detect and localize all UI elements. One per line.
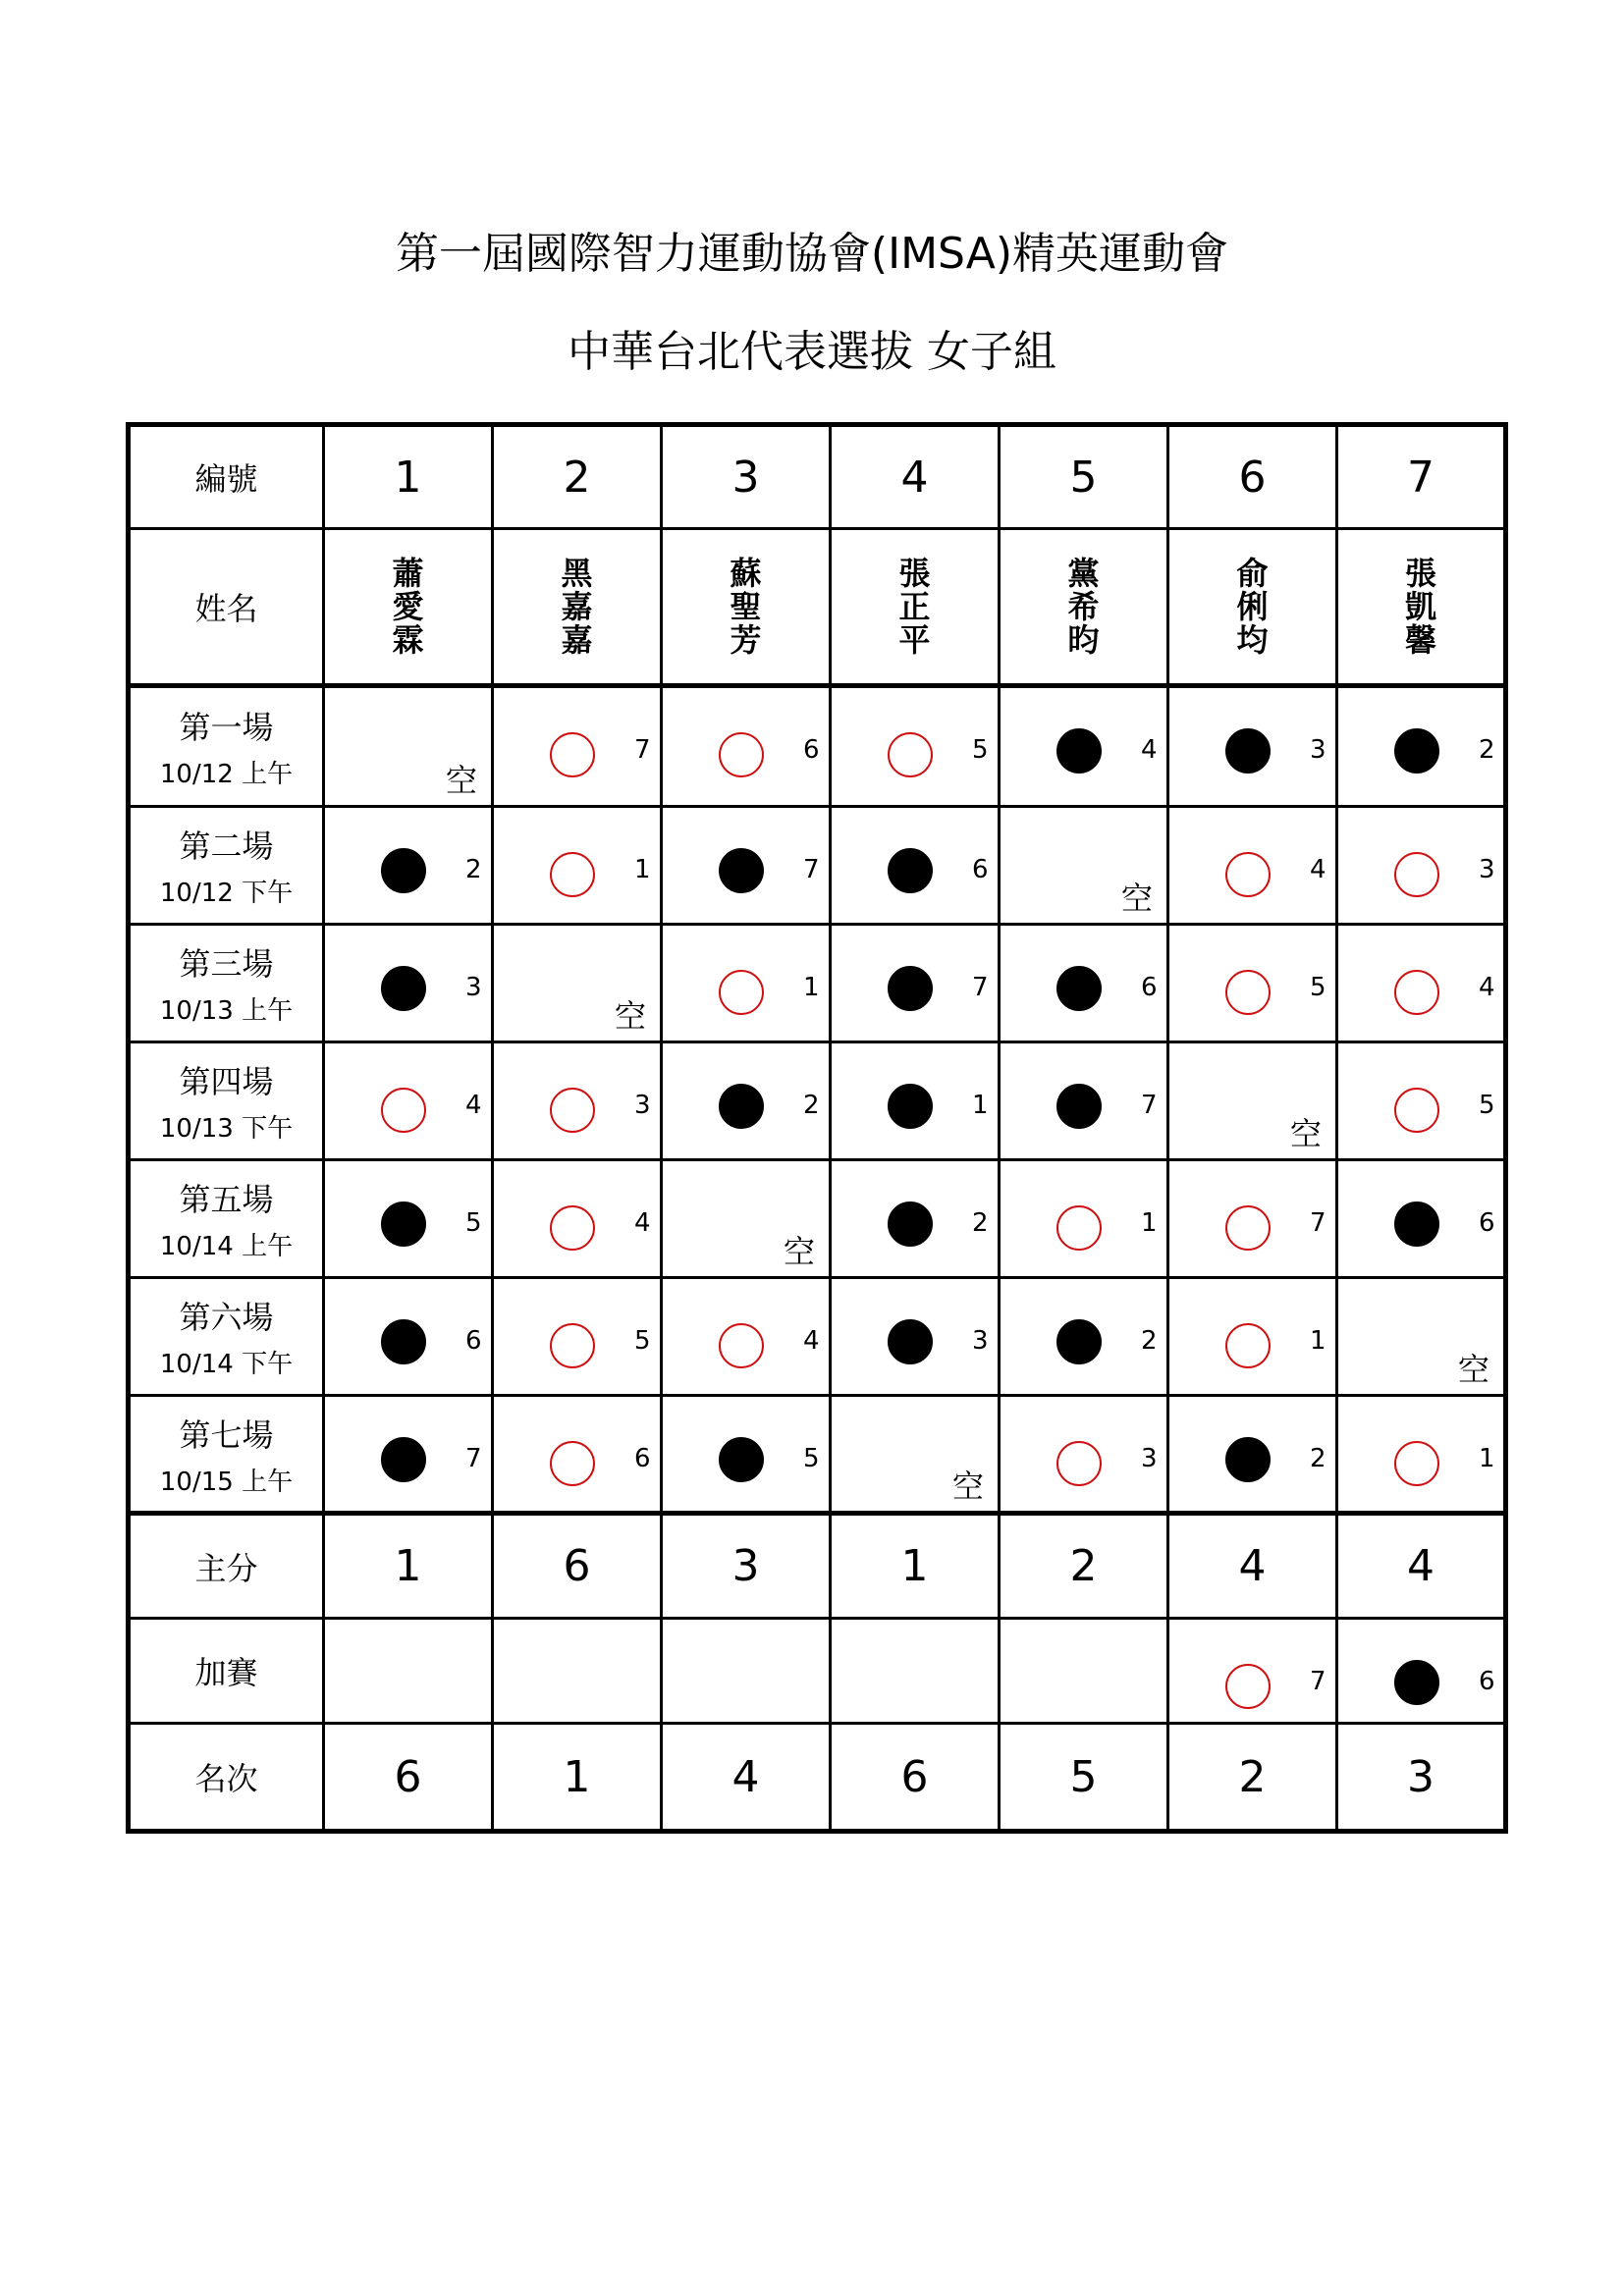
opponent-number: 6 xyxy=(1479,1667,1495,1696)
score-cell xyxy=(1000,1514,1168,1619)
playoff-label-cell xyxy=(129,1619,324,1724)
player-name-cell xyxy=(662,529,831,686)
opponent-number: 6 xyxy=(1141,973,1158,1002)
page-subtitle: 中華台北代表選拔 女子組 xyxy=(568,327,1056,377)
rank-value: 4 xyxy=(731,1751,760,1802)
rank-value: 6 xyxy=(394,1751,422,1802)
black-stone-icon xyxy=(1225,1437,1271,1482)
white-stone-icon xyxy=(1394,1441,1439,1486)
round-name: 第一場 xyxy=(179,709,274,746)
white-stone-icon xyxy=(719,1323,764,1368)
main-score: 1 xyxy=(900,1541,929,1591)
opponent-number: 7 xyxy=(972,973,989,1002)
player-name: 俞俐均 xyxy=(1236,555,1269,659)
white-stone-icon xyxy=(1394,970,1439,1015)
player-number-cell xyxy=(493,425,662,529)
main-score: 1 xyxy=(394,1541,422,1591)
round-row xyxy=(129,1396,1506,1514)
game-cell xyxy=(831,1042,1000,1160)
black-stone-icon xyxy=(888,1084,933,1129)
opponent-number: 4 xyxy=(465,1091,482,1120)
name-label-cell xyxy=(129,529,324,686)
rank-cell xyxy=(1000,1724,1168,1832)
opponent-number: 7 xyxy=(803,855,820,884)
opponent-number: 5 xyxy=(803,1444,820,1473)
white-stone-icon xyxy=(1056,1205,1102,1251)
black-stone-icon xyxy=(381,1437,426,1482)
round-row xyxy=(129,1042,1506,1160)
game-cell xyxy=(1168,925,1337,1042)
black-stone-icon xyxy=(1056,728,1102,774)
player-number-cell xyxy=(324,425,493,529)
player-name-cell xyxy=(493,529,662,686)
opponent-number: 3 xyxy=(1310,735,1326,765)
round-row xyxy=(129,1278,1506,1396)
white-stone-icon xyxy=(550,852,595,897)
black-stone-icon xyxy=(1056,1319,1102,1364)
round-label-cell xyxy=(129,1160,324,1278)
rank-value: 2 xyxy=(1238,1751,1267,1802)
black-stone-icon xyxy=(888,1201,933,1247)
opponent-number: 5 xyxy=(634,1326,651,1356)
white-stone-icon xyxy=(719,970,764,1015)
game-cell xyxy=(662,1396,831,1514)
white-stone-icon xyxy=(381,1088,426,1133)
player-number-cell xyxy=(1000,425,1168,529)
white-stone-icon xyxy=(550,1441,595,1486)
main-score-label: 主分 xyxy=(194,1549,258,1587)
bye-mark: 空 xyxy=(783,1233,815,1270)
opponent-number: 2 xyxy=(803,1091,820,1120)
game-cell xyxy=(1000,1160,1168,1278)
white-stone-icon xyxy=(1225,852,1271,897)
opponent-number: 1 xyxy=(634,855,651,884)
round-label-cell xyxy=(129,1042,324,1160)
round-time: 10/14 上午 xyxy=(159,1232,294,1261)
opponent-number: 1 xyxy=(972,1091,989,1120)
game-cell xyxy=(1168,1042,1337,1160)
round-label-cell xyxy=(129,1396,324,1514)
opponent-number: 6 xyxy=(634,1444,651,1473)
white-stone-icon xyxy=(550,732,595,777)
game-cell xyxy=(324,1278,493,1396)
round-row xyxy=(129,1160,1506,1278)
game-cell xyxy=(1000,925,1168,1042)
player-name: 張正平 xyxy=(898,555,931,659)
opponent-number: 4 xyxy=(1479,973,1495,1002)
white-stone-icon xyxy=(1394,1088,1439,1133)
opponent-number: 7 xyxy=(1310,1667,1326,1696)
opponent-number: 2 xyxy=(1310,1444,1326,1473)
player-number-cell xyxy=(1337,425,1506,529)
round-row xyxy=(129,925,1506,1042)
opponent-number: 1 xyxy=(1141,1208,1158,1238)
round-name: 第七場 xyxy=(179,1415,274,1454)
game-cell xyxy=(662,1160,831,1278)
opponent-number: 4 xyxy=(1310,855,1326,884)
round-label-cell xyxy=(129,1278,324,1396)
black-stone-icon xyxy=(719,1084,764,1129)
game-cell xyxy=(324,1042,493,1160)
black-stone-icon xyxy=(381,1201,426,1247)
rank-cell xyxy=(1337,1724,1506,1832)
rank-cell xyxy=(493,1724,662,1832)
game-cell xyxy=(662,1278,831,1396)
opponent-number: 1 xyxy=(803,973,820,1002)
rank-value: 1 xyxy=(563,1751,591,1802)
main-score: 2 xyxy=(1069,1541,1098,1591)
game-cell xyxy=(1000,686,1168,807)
opponent-number: 3 xyxy=(1141,1444,1158,1473)
round-time: 10/14 下午 xyxy=(159,1350,294,1379)
black-stone-icon xyxy=(1056,1084,1102,1129)
bye-mark: 空 xyxy=(1457,1351,1489,1388)
player-name-cell xyxy=(831,529,1000,686)
game-cell xyxy=(493,807,662,925)
name-row xyxy=(129,529,1506,686)
white-stone-icon xyxy=(1056,1441,1102,1486)
opponent-number: 4 xyxy=(803,1326,820,1356)
score-cell xyxy=(1168,1514,1337,1619)
game-cell xyxy=(493,1160,662,1278)
black-stone-icon xyxy=(719,848,764,893)
player-number: 7 xyxy=(1407,452,1435,503)
score-cell xyxy=(324,1514,493,1619)
game-cell xyxy=(831,807,1000,925)
rank-label-cell xyxy=(129,1724,324,1832)
game-cell xyxy=(662,807,831,925)
game-cell xyxy=(1000,1278,1168,1396)
game-cell xyxy=(831,1619,1000,1724)
rank-cell xyxy=(831,1724,1000,1832)
playoff-row xyxy=(129,1619,1506,1724)
game-cell xyxy=(831,686,1000,807)
opponent-number: 3 xyxy=(1479,855,1495,884)
game-cell xyxy=(831,1160,1000,1278)
game-cell xyxy=(1168,807,1337,925)
opponent-number: 3 xyxy=(465,973,482,1002)
round-time: 10/13 上午 xyxy=(159,996,294,1026)
black-stone-icon xyxy=(1225,728,1271,774)
main-score: 6 xyxy=(563,1541,591,1591)
rank-cell xyxy=(1168,1724,1337,1832)
opponent-number: 5 xyxy=(465,1208,482,1238)
number-row xyxy=(129,425,1506,529)
game-cell xyxy=(1000,1042,1168,1160)
black-stone-icon xyxy=(719,1437,764,1482)
game-cell xyxy=(1337,686,1506,807)
player-number: 3 xyxy=(731,452,760,503)
round-time: 10/15 上午 xyxy=(159,1467,294,1497)
opponent-number: 5 xyxy=(972,735,989,765)
game-cell xyxy=(493,1619,662,1724)
game-cell xyxy=(1337,1278,1506,1396)
player-name: 張凱馨 xyxy=(1404,555,1436,659)
black-stone-icon xyxy=(888,966,933,1011)
game-cell xyxy=(493,1278,662,1396)
game-cell xyxy=(1000,807,1168,925)
game-cell xyxy=(324,1619,493,1724)
bye-mark: 空 xyxy=(614,997,646,1035)
round-name: 第六場 xyxy=(179,1299,274,1336)
score-cell xyxy=(662,1514,831,1619)
black-stone-icon xyxy=(888,1319,933,1364)
round-time: 10/13 下午 xyxy=(159,1114,294,1144)
white-stone-icon xyxy=(719,732,764,777)
player-name-cell xyxy=(324,529,493,686)
opponent-number: 4 xyxy=(1141,735,1158,765)
opponent-number: 2 xyxy=(1479,735,1495,765)
score-cell xyxy=(1337,1514,1506,1619)
opponent-number: 1 xyxy=(1310,1326,1326,1356)
game-cell xyxy=(493,686,662,807)
black-stone-icon xyxy=(888,848,933,893)
game-cell xyxy=(662,1042,831,1160)
game-cell xyxy=(1000,1619,1168,1724)
game-cell xyxy=(831,925,1000,1042)
player-number: 2 xyxy=(563,452,591,503)
opponent-number: 7 xyxy=(465,1444,482,1473)
game-cell xyxy=(1168,1160,1337,1278)
game-cell xyxy=(324,1396,493,1514)
player-name-cell xyxy=(1337,529,1506,686)
player-number: 1 xyxy=(394,452,422,503)
black-stone-icon xyxy=(1394,728,1439,774)
opponent-number: 2 xyxy=(972,1208,989,1238)
game-cell xyxy=(1337,1160,1506,1278)
opponent-number: 6 xyxy=(1479,1208,1495,1238)
rank-row xyxy=(129,1724,1506,1832)
game-cell xyxy=(1168,686,1337,807)
round-row xyxy=(129,686,1506,807)
player-name-cell xyxy=(1000,529,1168,686)
rank-label: 名次 xyxy=(194,1760,258,1797)
game-cell xyxy=(1168,1396,1337,1514)
round-time: 10/12 下午 xyxy=(159,879,294,908)
opponent-number: 3 xyxy=(972,1326,989,1356)
game-cell xyxy=(493,1042,662,1160)
game-cell xyxy=(831,1396,1000,1514)
black-stone-icon xyxy=(381,966,426,1011)
white-stone-icon xyxy=(1225,970,1271,1015)
white-stone-icon xyxy=(550,1323,595,1368)
game-cell xyxy=(1337,1619,1506,1724)
bye-mark: 空 xyxy=(951,1468,984,1505)
game-cell xyxy=(1337,807,1506,925)
main-score: 3 xyxy=(731,1541,760,1591)
score-cell xyxy=(493,1514,662,1619)
game-cell xyxy=(324,925,493,1042)
opponent-number: 1 xyxy=(1479,1444,1495,1473)
player-name: 蘇聖芳 xyxy=(730,555,762,659)
game-cell xyxy=(1000,1396,1168,1514)
white-stone-icon xyxy=(550,1205,595,1251)
white-stone-icon xyxy=(888,732,933,777)
black-stone-icon xyxy=(1394,1201,1439,1247)
round-name: 第三場 xyxy=(179,945,274,983)
player-number: 4 xyxy=(900,452,929,503)
game-cell xyxy=(324,1160,493,1278)
score-cell xyxy=(831,1514,1000,1619)
number-label: 編號 xyxy=(194,460,258,498)
opponent-number: 2 xyxy=(465,855,482,884)
player-number-cell xyxy=(1168,425,1337,529)
game-cell xyxy=(1337,1042,1506,1160)
game-cell xyxy=(1337,1396,1506,1514)
game-cell xyxy=(493,1396,662,1514)
white-stone-icon xyxy=(1225,1323,1271,1368)
game-cell xyxy=(662,1619,831,1724)
bye-mark: 空 xyxy=(445,762,477,799)
rank-value: 6 xyxy=(900,1751,929,1802)
game-cell xyxy=(662,925,831,1042)
pairing-table xyxy=(126,422,1508,1834)
round-name: 第五場 xyxy=(179,1181,274,1218)
playoff-label: 加賽 xyxy=(194,1654,258,1691)
game-cell xyxy=(324,686,493,807)
name-label: 姓名 xyxy=(194,590,258,627)
game-cell xyxy=(831,1278,1000,1396)
opponent-number: 2 xyxy=(1141,1326,1158,1356)
main-score: 4 xyxy=(1238,1541,1267,1591)
black-stone-icon xyxy=(1394,1660,1439,1705)
player-number-cell xyxy=(662,425,831,529)
main-score-row xyxy=(129,1514,1506,1619)
game-cell xyxy=(1337,925,1506,1042)
round-label-cell xyxy=(129,925,324,1042)
opponent-number: 4 xyxy=(634,1208,651,1238)
black-stone-icon xyxy=(381,848,426,893)
page-title: 第一屆國際智力運動協會(IMSA)精英運動會 xyxy=(395,229,1229,279)
main-score-label-cell xyxy=(129,1514,324,1619)
opponent-number: 5 xyxy=(1479,1091,1495,1120)
opponent-number: 6 xyxy=(803,735,820,765)
white-stone-icon xyxy=(1225,1205,1271,1251)
opponent-number: 3 xyxy=(634,1091,651,1120)
black-stone-icon xyxy=(381,1319,426,1364)
round-label-cell xyxy=(129,807,324,925)
opponent-number: 5 xyxy=(1310,973,1326,1002)
round-time: 10/12 上午 xyxy=(159,760,294,789)
game-cell xyxy=(1168,1278,1337,1396)
player-name: 蕭愛霖 xyxy=(392,555,424,659)
opponent-number: 7 xyxy=(1310,1208,1326,1238)
game-cell xyxy=(1168,1619,1337,1724)
rank-value: 3 xyxy=(1407,1751,1435,1802)
round-name: 第四場 xyxy=(179,1063,274,1100)
main-score: 4 xyxy=(1407,1541,1435,1591)
round-label-cell xyxy=(129,686,324,807)
rank-cell xyxy=(662,1724,831,1832)
opponent-number: 7 xyxy=(634,735,651,765)
opponent-number: 6 xyxy=(972,855,989,884)
bye-mark: 空 xyxy=(1289,1115,1322,1152)
player-number: 6 xyxy=(1238,452,1267,503)
number-label-cell xyxy=(129,425,324,529)
player-name-cell xyxy=(1168,529,1337,686)
player-number-cell xyxy=(831,425,1000,529)
game-cell xyxy=(662,686,831,807)
round-name: 第二場 xyxy=(179,828,274,865)
black-stone-icon xyxy=(1056,966,1102,1011)
opponent-number: 6 xyxy=(465,1326,482,1356)
player-name: 黨希昀 xyxy=(1067,555,1100,659)
white-stone-icon xyxy=(1394,852,1439,897)
opponent-number: 7 xyxy=(1141,1091,1158,1120)
round-row xyxy=(129,807,1506,925)
rank-value: 5 xyxy=(1069,1751,1098,1802)
white-stone-icon xyxy=(550,1088,595,1133)
player-name: 黑嘉嘉 xyxy=(561,555,593,659)
white-stone-icon xyxy=(1225,1664,1271,1709)
bye-mark: 空 xyxy=(1120,880,1153,917)
player-number: 5 xyxy=(1069,452,1098,503)
game-cell xyxy=(493,925,662,1042)
game-cell xyxy=(324,807,493,925)
rank-cell xyxy=(324,1724,493,1832)
